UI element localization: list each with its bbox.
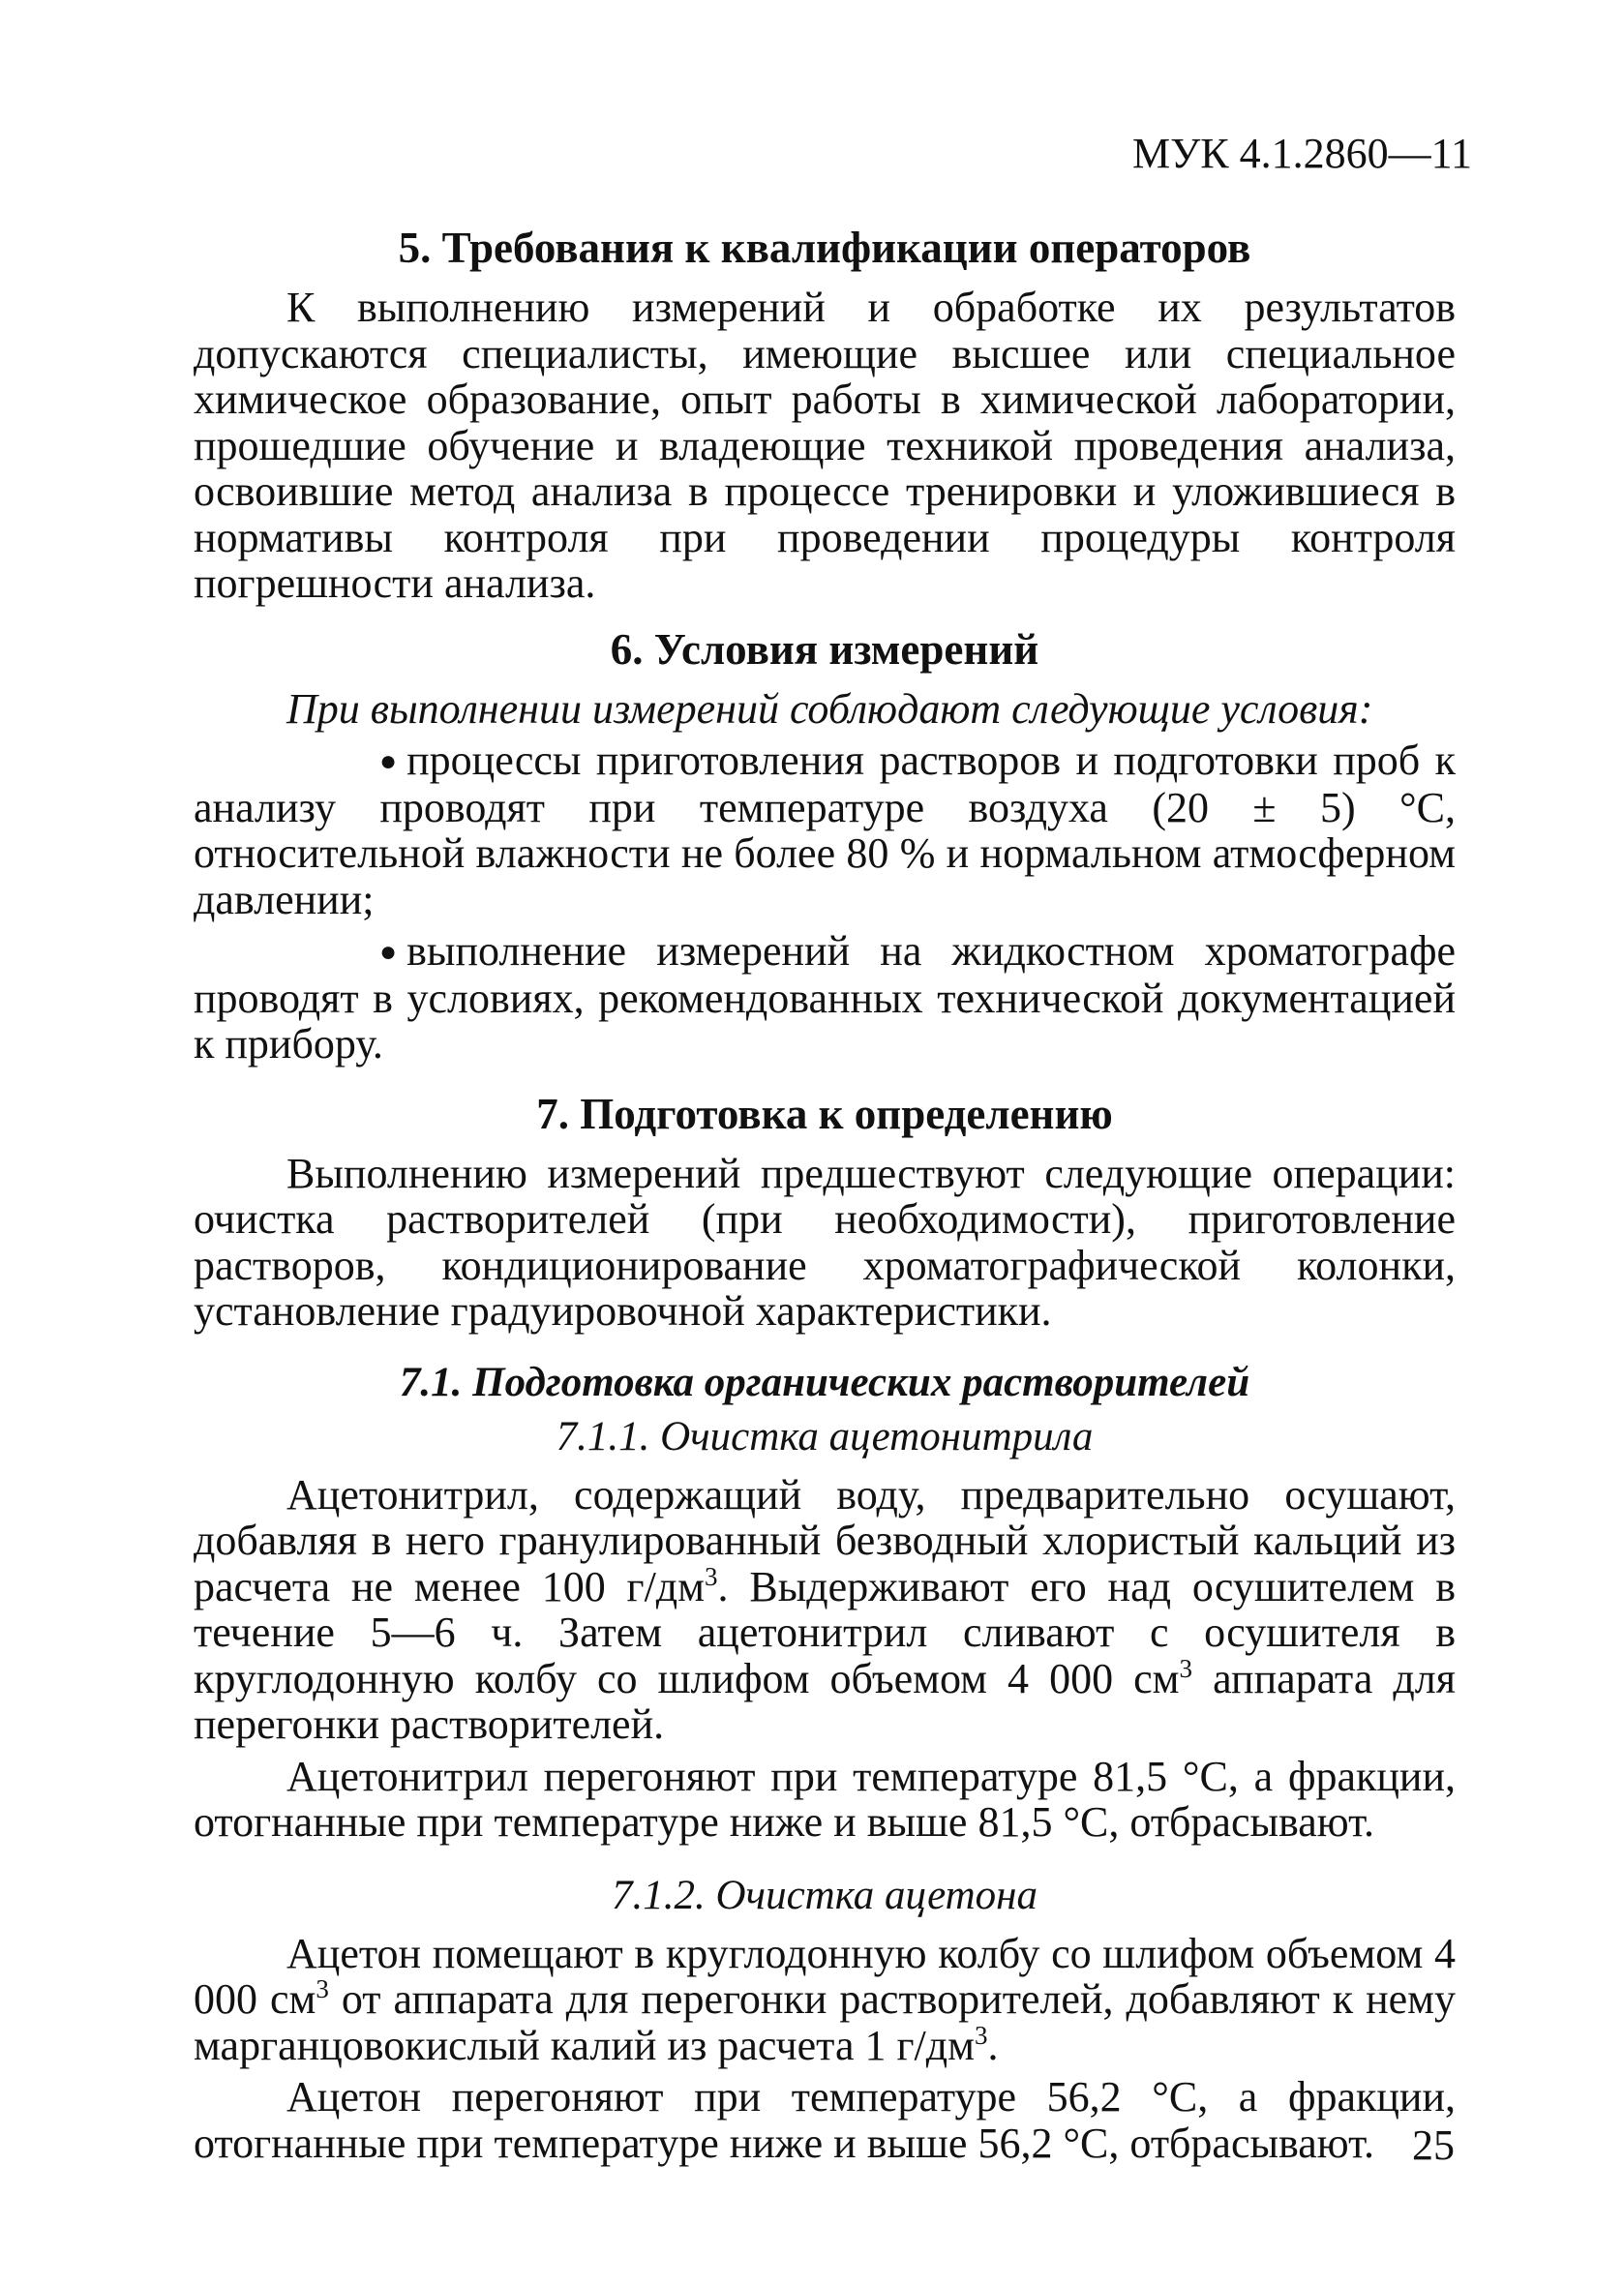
bullet-1-text: процессы приготовления растворов и подготовки проб к анализу проводят при температуре воздуха (20 ± 5) °С, относительной влажности не более 80 % и нормальном атмосферном давлении; [194,737,1456,923]
subsection-7-1-2-paragraph-2: Ацетон перегоняют при температуре 56,2 °С, а фракции, отогнанные при температуре ниже и выше 56,2 °С, отбрасывают. [194,2073,1456,2167]
text-run: Ацетон помещают в круглодонную колбу со шлифом объемом 4 000 см [194,1929,1456,2023]
subsection-7-1-heading: 7.1. Подготовка органических растворителей [399,1359,1250,1405]
document-code-header: МУК 4.1.2860—11 [1132,130,1472,177]
text-run: . Выдерживают его над осушителем в течение 5—6 ч. Затем ацетонитрил сливают с осушителя в круглодонную колбу со шлифом объемом 4 000 см [194,1562,1457,1702]
section-6-heading: 6. Условия измерений [610,624,1039,674]
superscript: 3 [316,1974,329,2003]
bullet-icon: ● [379,936,398,968]
superscript: 3 [974,2020,988,2050]
subsection-7-1-1-heading: 7.1.1. Очистка ацетонитрила [556,1413,1094,1459]
subsection-7-1-1-paragraph-2: Ацетонитрил перегоняют при температуре 81,5 °С, а фракции, отогнанные при температуре ниже и выше 81,5 °С, отбрасывают. [194,1752,1456,1846]
section-5-heading: 5. Требования к квалификации операторов [398,224,1251,272]
subsection-7-1-1-paragraph-1 [194,1472,1456,1748]
page-content [194,221,1456,2166]
section-6-intro: При выполнении измерений соблюдают следующие условия: [286,684,1373,733]
bullet-icon: ● [379,745,398,777]
section-7-heading: 7. Подготовка к определению [536,1089,1113,1138]
superscript: 3 [705,1561,718,1591]
page-number: 25 [1412,2121,1455,2169]
text-run: . [987,2021,999,2069]
bullet-2-text: выполнение измерений на жидкостном хроматографе проводят в условиях, рекомендованных технической документацией к прибору. [194,927,1456,1068]
section-5-paragraph: К выполнению измерений и обработке их результатов допускаются специалисты, имеющие высшее или специальное химическое образование, опыт работы в химической лаборатории, прошедшие обучение и владеющие техникой проведения анализа, освоившие метод анализа в процессе тренировки и уложившиеся в нормативы контроля при проведении процедуры контроля погрешности анализа. [194,284,1456,607]
superscript: 3 [1179,1653,1193,1683]
section-6-bullet-1 [194,737,1456,922]
section-6-bullet-2 [194,928,1456,1068]
text-run: Ацетонитрил, содержащий воду, предварительно осушают, добавляя в него гранулированный безводный хлористый кальций из расчета не менее 100 г/дм [194,1470,1456,1610]
subsection-7-1-2-heading: 7.1.2. Очистка ацетона [612,1872,1038,1918]
text-run: от аппарата для перегонки растворителей, добавляют к нему марганцовокислый калий из расчета 1 г/дм [194,1975,1456,2069]
section-7-paragraph: Выполнению измерений предшествуют следующие операции: очистка растворителей (при необходимости), приготовление растворов, кондиционирование хроматографической колонки, установление градуировочной характеристики. [194,1149,1456,1335]
subsection-7-1-2-paragraph-1 [194,1931,1456,2069]
text-run: аппарата для перегонки растворителей. [194,1654,1456,1748]
